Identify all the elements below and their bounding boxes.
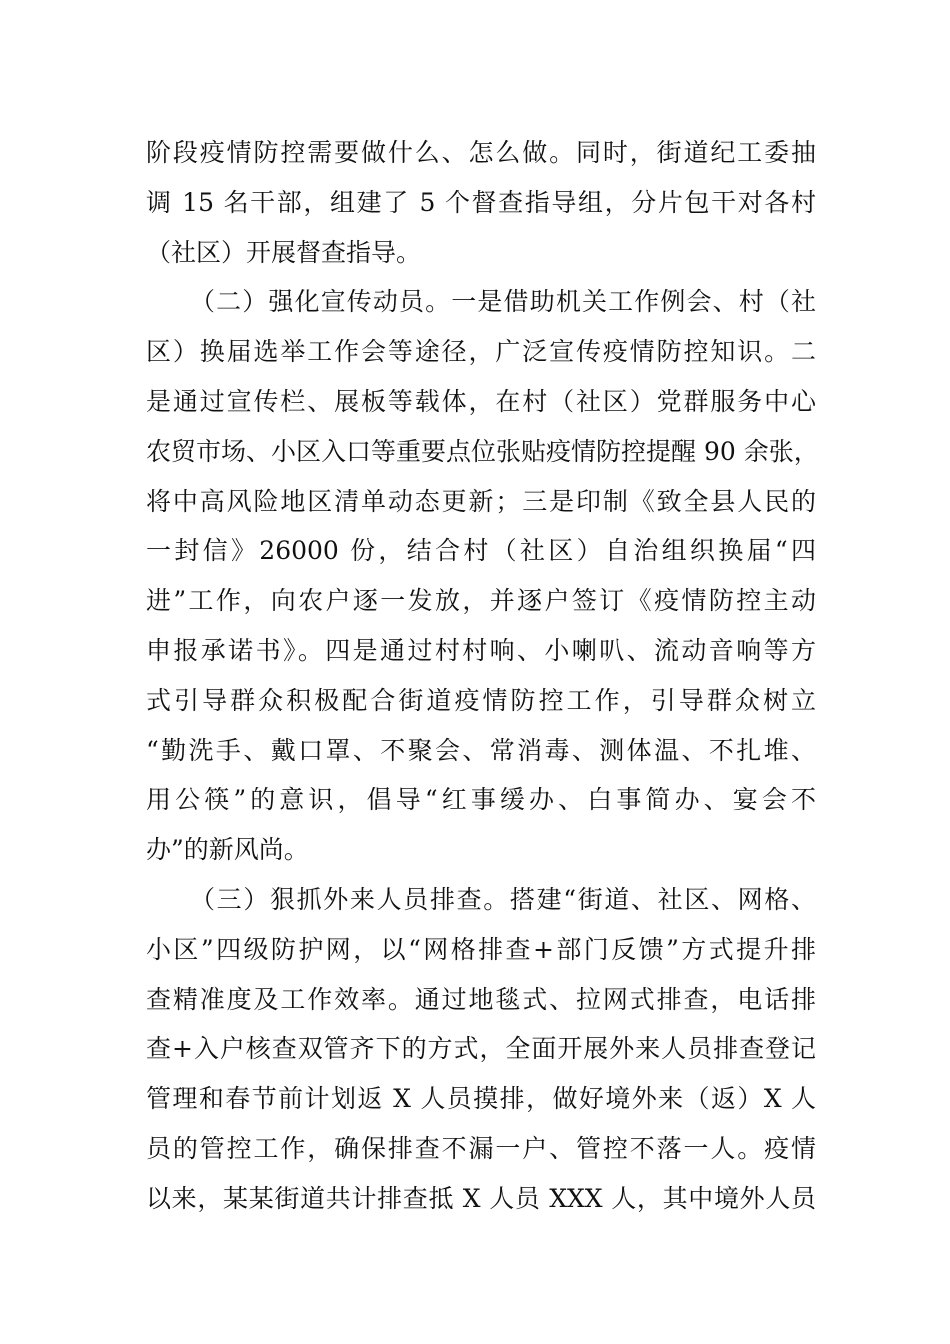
text-line: 将中高风险地区清单动态更新；三是印制《致全县人民的 (146, 486, 816, 516)
text-line: 调 15 名干部，组建了 5 个督查指导组，分片包干对各村 (146, 187, 816, 217)
text-line: 农贸市场、小区入口等重要点位张贴疫情防控提醒 90 余张， (146, 436, 819, 466)
text-line: 查+入户核查双管齐下的方式，全面开展外来人员排查登记 (146, 1034, 816, 1064)
section-heading-line: （三）狠抓外来人员排查。搭建“街道、社区、网格、 (190, 884, 816, 914)
text-line: 办”的新风尚。 (146, 835, 309, 865)
text-line: 小区”四级防护网，以“网格排查+部门反馈”方式提升排 (146, 934, 816, 964)
text-line: 申报承诺书》。四是通过村村响、小喇叭、流动音响等方 (146, 635, 816, 665)
text-line: 用公筷”的意识，倡导“红事缓办、白事简办、宴会不 (146, 785, 816, 815)
text-line: 查精准度及工作效率。通过地毯式、拉网式排查，电话排 (146, 984, 816, 1014)
section-heading-line: （二）强化宣传动员。一是借助机关工作例会、村（社 (190, 287, 816, 317)
text-line: 区）换届选举工作会等途径，广泛宣传疫情防控知识。二 (146, 337, 816, 367)
text-line: 员的管控工作，确保排查不漏一户、管控不落一人。疫情 (146, 1133, 816, 1163)
text-line: （社区）开展督查指导。 (146, 237, 422, 267)
body-text (146, 128, 819, 1224)
text-line: 是通过宣传栏、展板等载体，在村（社区）党群服务中心 (146, 386, 816, 416)
text-line: 一封信》26000 份，结合村（社区）自治组织换届“四 (146, 536, 816, 566)
text-line: 阶段疫情防控需要做什么、怎么做。同时，街道纪工委抽 (146, 138, 816, 167)
text-line: 管理和春节前计划返 X 人员摸排，做好境外来（返）X 人 (146, 1084, 816, 1114)
text-line: 进”工作，向农户逐一发放，并逐户签订《疫情防控主动 (146, 586, 816, 616)
text-line: “勤洗手、戴口罩、不聚会、常消毒、测体温、不扎堆、 (146, 735, 816, 765)
text-line: 式引导群众积极配合街道疫情防控工作，引导群众树立 (146, 685, 816, 715)
text-line: 以来，某某街道共计排查抵 X 人员 XXX 人，其中境外人员 (146, 1183, 816, 1213)
